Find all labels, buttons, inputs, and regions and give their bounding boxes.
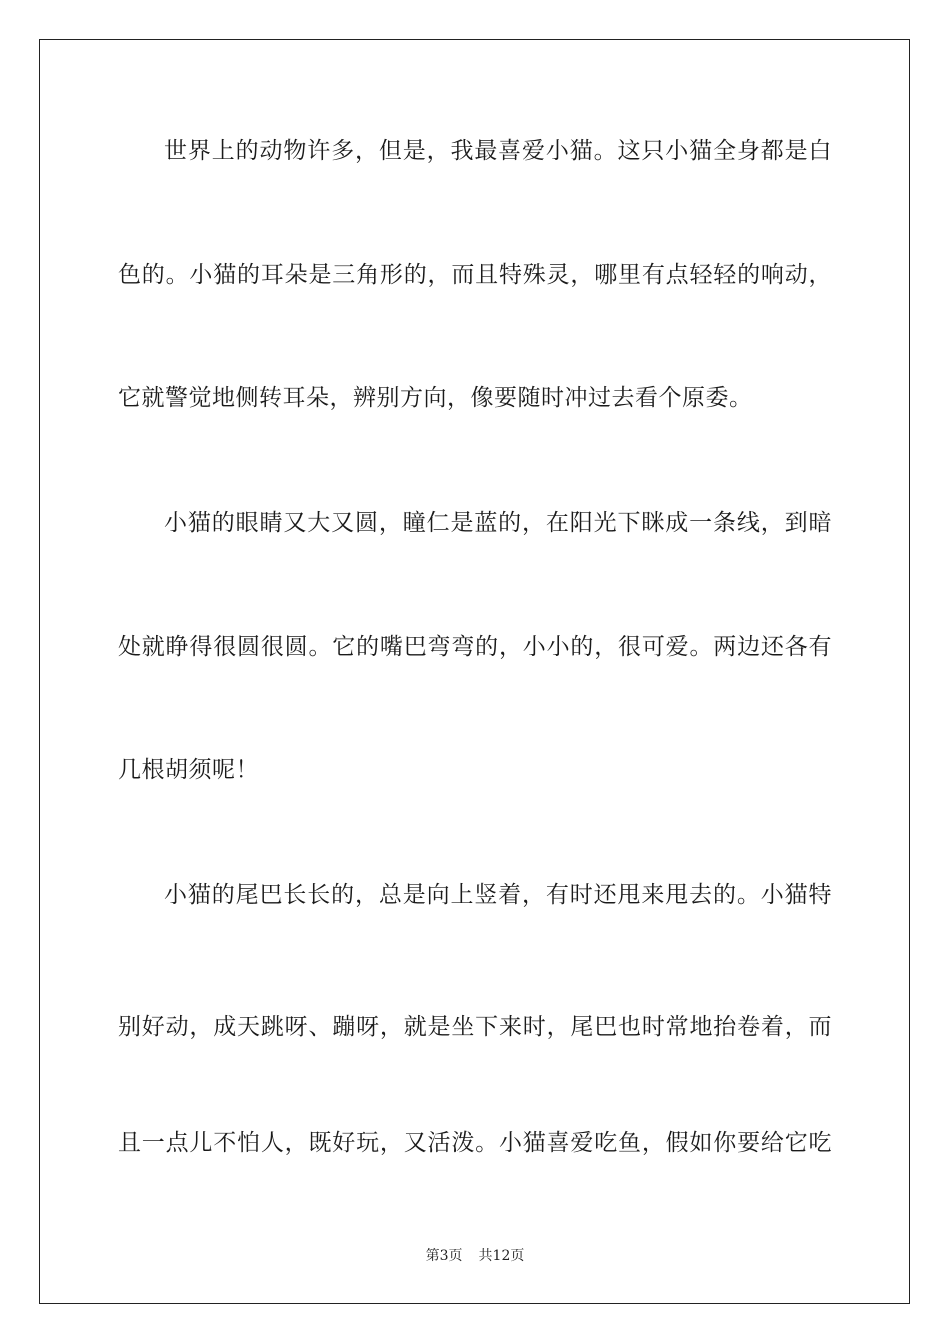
paragraph-2-line-3: 几根胡须呢！ (118, 757, 259, 783)
paragraph-3-line-1: 小猫的尾巴长长的，总是向上竖着，有时还甩来甩去的。小猫特 (164, 882, 832, 908)
page-footer (0, 1246, 950, 1266)
paragraph-3-line-3: 且一点儿不怕人，既好玩，又活泼。小猫喜爱吃鱼，假如你要给它吃 (118, 1130, 832, 1156)
page-total: 共12页 (478, 1248, 525, 1264)
page-number: 第3页 (425, 1248, 463, 1264)
paragraph-3-line-2: 别好动，成天跳呀、蹦呀，就是坐下来时，尾巴也时常地抬卷着，而 (118, 1014, 832, 1040)
paragraph-1-line-2: 色的。小猫的耳朵是三角形的，而且特殊灵，哪里有点轻轻的响动， (118, 262, 832, 288)
paragraph-2-line-1: 小猫的眼睛又大又圆，瞳仁是蓝的，在阳光下眯成一条线，到暗 (164, 510, 832, 536)
paragraph-1-line-3: 它就警觉地侧转耳朵，辨别方向，像要随时冲过去看个原委。 (118, 385, 753, 411)
page-frame (39, 39, 910, 1304)
paragraph-1-line-1: 世界上的动物许多，但是，我最喜爱小猫。这只小猫全身都是白 (164, 138, 832, 164)
paragraph-2-line-2: 处就睁得很圆很圆。它的嘴巴弯弯的，小小的，很可爱。两边还各有 (118, 634, 832, 660)
